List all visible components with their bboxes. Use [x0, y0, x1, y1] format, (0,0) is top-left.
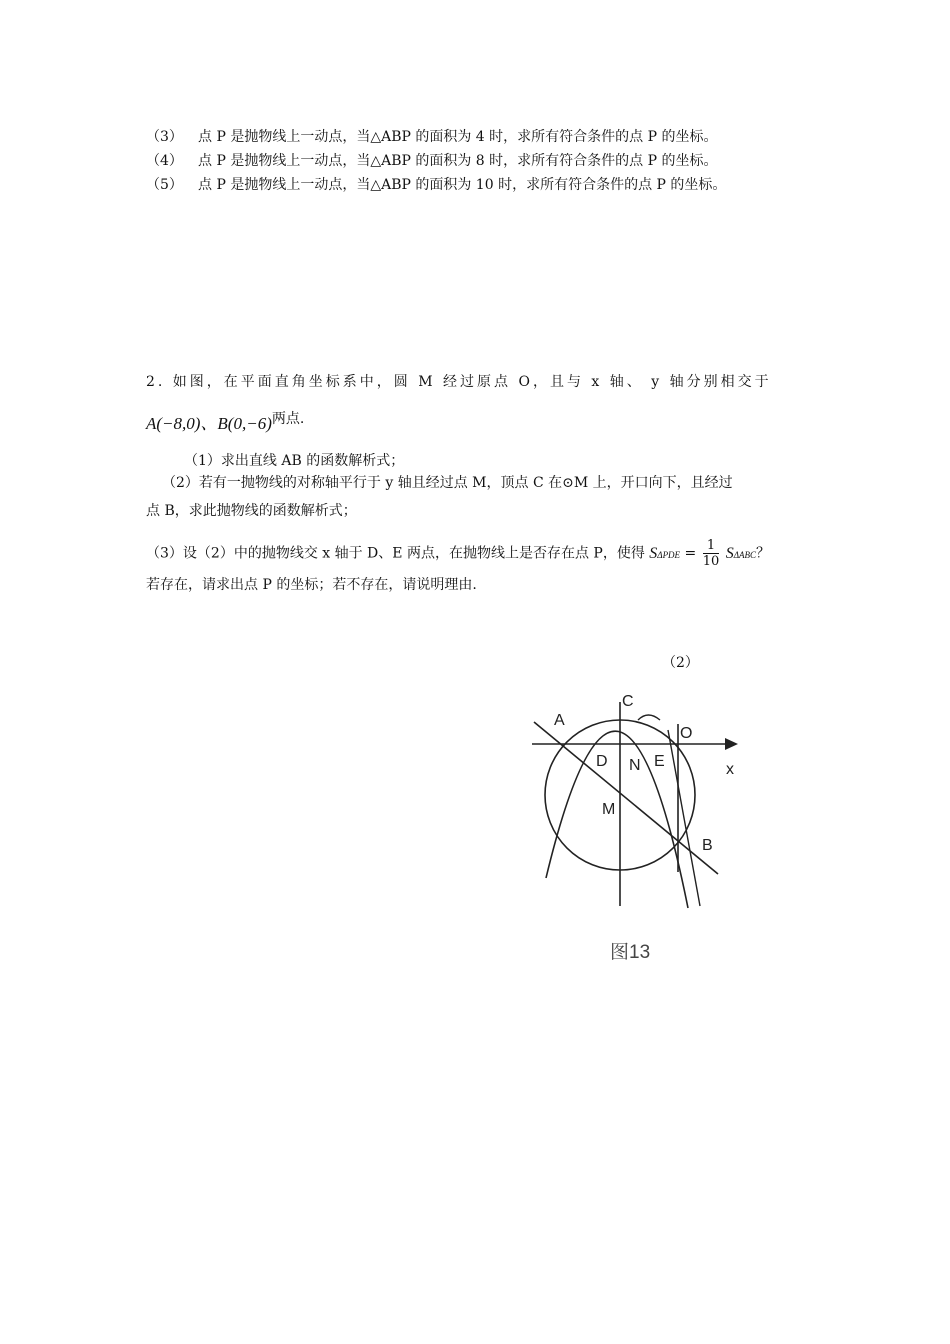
- formula-equals: =: [684, 545, 697, 562]
- item-number: （5）: [146, 177, 183, 193]
- question-1: （1）求出直线 AB 的函数解析式；: [184, 453, 405, 469]
- figure-caption: 图13: [610, 942, 651, 963]
- item-3: [146, 128, 717, 146]
- points-formula: A(−8,0)、B(0,−6): [146, 414, 272, 433]
- label-o: O: [680, 725, 693, 742]
- formula-area-right: SΔABC: [725, 544, 756, 562]
- item-4: [146, 152, 717, 170]
- formula-area-left: SΔPDE: [649, 544, 681, 562]
- question-2-line1: （2）若有一抛物线的对称轴平行于 y 轴且经过点 M，顶点 C 在⊙M 上，开口向下，且经过: [162, 475, 733, 491]
- points-suffix: 两点.: [271, 411, 305, 427]
- question-3-line2: 若存在，请求出点 P 的坐标；若不存在，请说明理由.: [146, 577, 477, 593]
- fraction-denominator: 10: [702, 554, 720, 569]
- arc-near-c: [638, 715, 660, 720]
- question-2-line2: 点 B，求此抛物线的函数解析式；: [146, 503, 357, 519]
- x-axis-arrow: [725, 738, 738, 750]
- item-number: （3）: [146, 129, 183, 145]
- label-d: D: [596, 753, 608, 770]
- label-m: M: [602, 801, 616, 818]
- item-5: [146, 176, 726, 194]
- item-text: 点 P 是抛物线上一动点，当△ABP 的面积为 4 时，求所有符合条件的点 P 的坐标。: [198, 129, 718, 145]
- question-3-line1: [146, 538, 770, 569]
- label-a: A: [554, 712, 565, 729]
- item-text: 点 P 是抛物线上一动点，当△ABP 的面积为 8 时，求所有符合条件的点 P 的坐标。: [198, 153, 718, 169]
- figure-caption-top: （2）: [662, 655, 699, 671]
- item-text: 点 P 是抛物线上一动点，当△ABP 的面积为 10 时，求所有符合条件的点 P 的坐标。: [198, 177, 727, 193]
- label-e: E: [654, 753, 665, 770]
- problem2-points: [146, 410, 304, 434]
- question-3-suffix: ？: [755, 545, 770, 562]
- label-x: x: [726, 761, 734, 778]
- parabola: [546, 731, 688, 908]
- label-b: B: [702, 837, 713, 854]
- problem2-intro: 2. 如图，在平面直角坐标系中，圆 M 经过原点 O，且与 x 轴、 y 轴分别相交于: [146, 374, 772, 390]
- fraction-numerator: 1: [706, 538, 716, 553]
- question-3-prefix: （3）设（2）中的抛物线交 x 轴于 D、E 两点，在抛物线上是否存在点 P，使得: [146, 545, 645, 562]
- formula-fraction: [703, 538, 720, 569]
- item-number: （4）: [146, 153, 183, 169]
- label-c: C: [622, 693, 634, 710]
- label-n: N: [629, 757, 641, 774]
- geometry-figure: [520, 680, 760, 980]
